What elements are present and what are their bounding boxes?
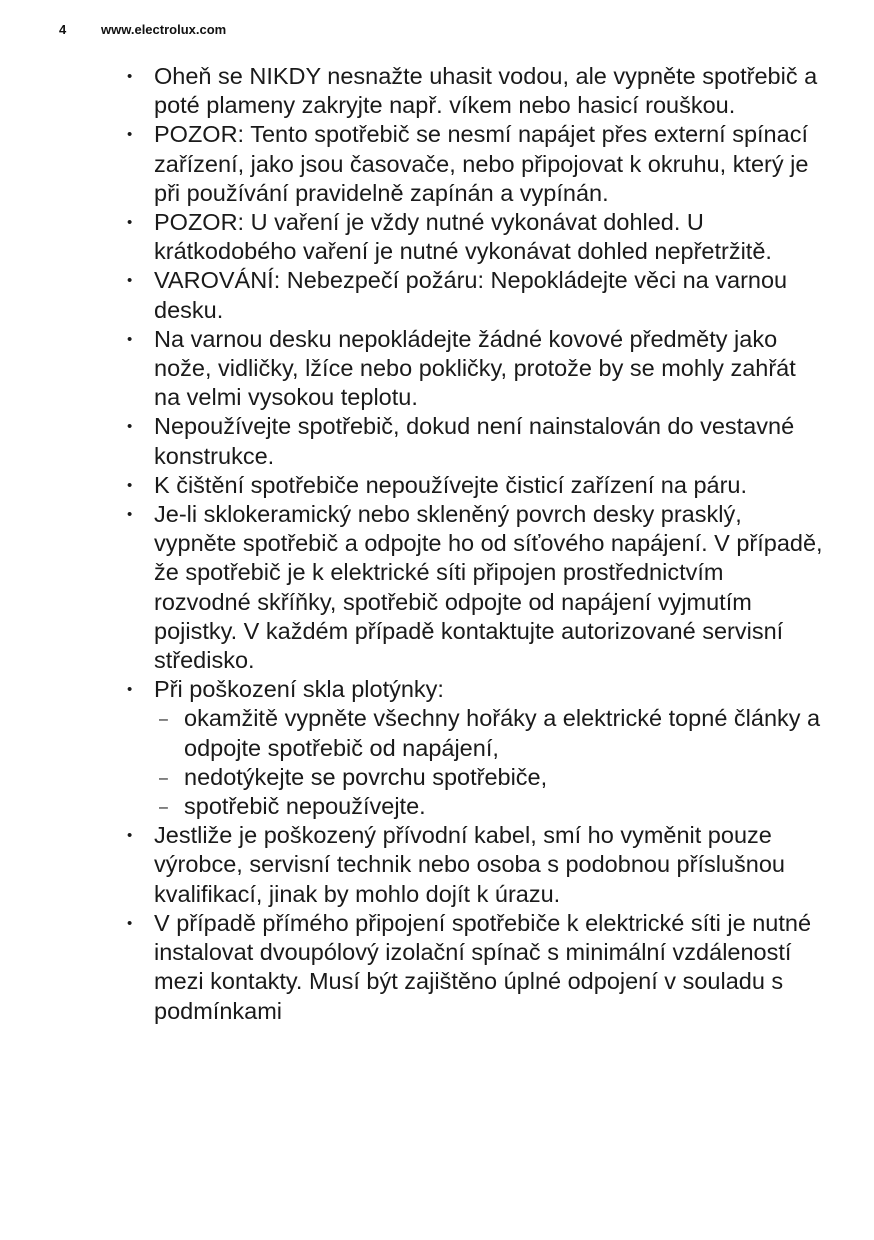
safety-instructions: [126, 62, 826, 1026]
list-item: [126, 412, 826, 470]
list-item: [126, 500, 826, 675]
list-item: [126, 821, 826, 909]
sublist-item: [154, 704, 826, 762]
dash-sublist: [154, 704, 826, 821]
list-item-text: Jestliže je poškozený přívodní kabel, smí ho vyměnit pouze výrobce, servisní technik nebo osoba s podobnou příslušnou kvalifikací, jinak by mohlo dojít k úrazu.: [154, 822, 785, 907]
list-item-text: Oheň se NIKDY nesnažte uhasit vodou, ale vypněte spotřebič a poté plameny zakryjte např. víkem nebo hasicí rouškou.: [154, 63, 818, 119]
list-item-text: Na varnou desku nepokládejte žádné kovové předměty jako nože, vidličky, lžíce nebo pokličky, protože by se mohly zahřát na velmi vysokou teplotu.: [154, 325, 796, 411]
list-item: [126, 471, 826, 500]
sublist-item: [154, 792, 826, 821]
sublist-item: [154, 763, 826, 792]
list-item: [126, 675, 826, 821]
list-item: [126, 208, 826, 266]
sublist-item-text: spotřebič nepoužívejte.: [184, 793, 426, 820]
list-item: [126, 325, 826, 413]
bullet-list: [126, 62, 826, 1026]
page-number: 4: [59, 22, 67, 37]
list-item-text: Je-li sklokeramický nebo skleněný povrch desky prasklý, vypněte spotřebič a odpojte ho od síťového napájení. V případě, že spotřebič je k elektrické síti připojen prostřednictvím rozvodné skříňky, spotřebič odpojte od napájení vyjmutím pojistky. V každém případě kontaktujte autorizované servisní středisko.: [154, 501, 823, 674]
page-header: [59, 22, 226, 37]
list-item: [126, 266, 826, 324]
list-item-text: Při poškození skla plotýnky:: [154, 676, 444, 703]
sublist-item-text: nedotýkejte se povrchu spotřebiče,: [184, 763, 548, 790]
list-item-text: K čištění spotřebiče nepoužívejte čisticí zařízení na páru.: [154, 471, 748, 498]
list-item-text: POZOR: U vaření je vždy nutné vykonávat dohled. U krátkodobého vaření je nutné vykonávat dohled nepřetržitě.: [154, 209, 772, 265]
list-item-text: Nepoužívejte spotřebič, dokud není nainstalován do vestavné konstrukce.: [154, 413, 795, 469]
sublist-item-text: okamžitě vypněte všechny hořáky a elektrické topné články a odpojte spotřebič od napájení,: [184, 705, 821, 761]
website-url: www.electrolux.com: [101, 22, 227, 37]
list-item-text: POZOR: Tento spotřebič se nesmí napájet přes externí spínací zařízení, jako jsou časovače, nebo připojovat k okruhu, který je při používání pravidelně zapínán a vypínán.: [154, 121, 809, 206]
list-item-text: V případě přímého připojení spotřebiče k elektrické síti je nutné instalovat dvoupólový izolační spínač s minimální vzdáleností mezi kontakty. Musí být zajištěno úplné odpojení v souladu s podmínkami: [154, 909, 812, 1024]
list-item-text: VAROVÁNÍ: Nebezpečí požáru: Nepokládejte věci na varnou desku.: [154, 267, 788, 323]
list-item: [126, 909, 826, 1026]
list-item: [126, 62, 826, 120]
list-item: [126, 120, 826, 208]
